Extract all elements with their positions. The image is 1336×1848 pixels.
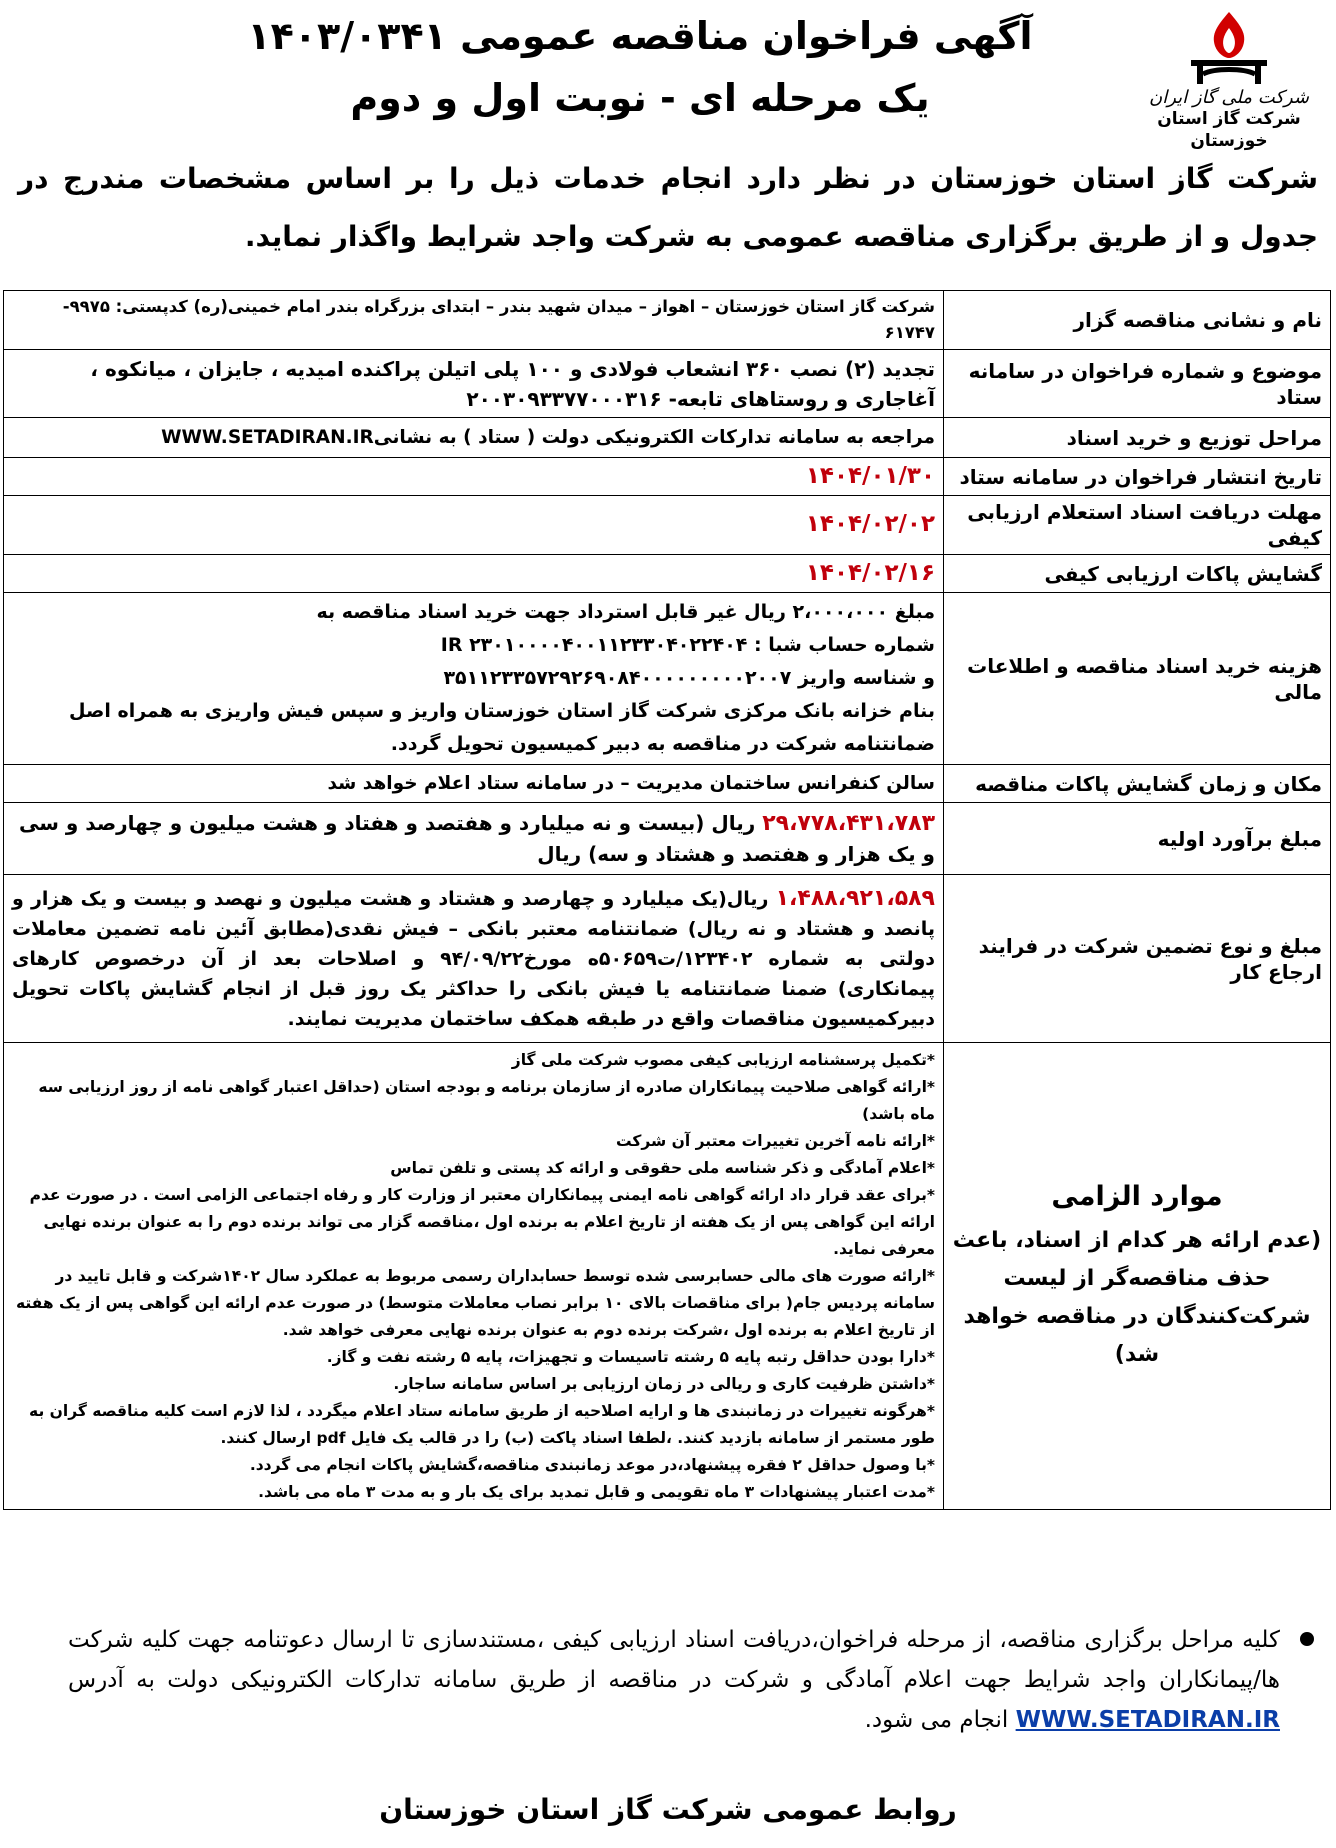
table-row	[4, 418, 1331, 458]
list-item: *برای عقد قرار داد ارائه گواهی نامه ایمنی پیمانکاران معتبر از وزارت کار و رفاه اجتماعی الزامی است . در صورت عدم ارائه این گواهی پس از یک هفته از تاریخ اعلام به برنده اول ،مناقصه گزار می تواند برنده دوم را به عنوان برنده نهایی معرفی نماید.	[29, 1186, 935, 1258]
requirements-label	[944, 1043, 1331, 1510]
table-row	[4, 875, 1331, 1043]
table-row	[4, 496, 1331, 555]
deposit-id-line: و شناسه واریز ۳۵۱۱۲۳۳۵۷۲۹۲۶۹۰۸۴۰۰۰۰۰۰۰۰۰۲۰۰۷	[443, 667, 935, 689]
row-value	[4, 555, 944, 593]
row-label: گشایش پاکات ارزیابی کیفی	[944, 555, 1331, 593]
estimate-amount: ۲۹،۷۷۸،۴۳۱،۷۸۳	[762, 811, 935, 836]
notice-subtitle: یک مرحله ای - نوبت اول و دوم	[350, 76, 930, 120]
row-value: تجدید (۲) نصب ۳۶۰ انشعاب فولادی و ۱۰۰ پلی اتیلن پراکنده امیدیه ، جایزان ، میانکوه ، آغاجاری و روستاهای تابعه- ۲۰۰۳۰۹۳۳۷۷۰۰۰۳۱۶	[4, 350, 944, 418]
company-logo	[1134, 8, 1324, 151]
bullet-text: کلیه مراحل برگزاری مناقصه، از مرحله فراخوان،دریافت اسناد ارزیابی کیفی ،مستندسازی تا ارسال دعوتنامه جهت کلیه شرکت ها/پیمانکاران واجد شرایط جهت اعلام آمادگی و شرکت در مناقصه از طریق سامانه تدارکات الکترونیکی دولت به آدرس	[68, 1627, 1280, 1693]
estimate-words: ریال (بیست و نه میلیارد و هفتصد و هفتاد و هشت میلیون و چهارصد و سی و یک هزار و هفتصد و هشتاد و سه) ریال	[19, 811, 935, 866]
list-item: *تکمیل پرسشنامه ارزیابی کیفی مصوب شرکت ملی گاز	[511, 1051, 935, 1069]
list-item: *مدت اعتبار پیشنهادات ۳ ماه تقویمی و قابل تمدید برای یک بار و به مدت ۳ ماه می باشد.	[258, 1483, 935, 1501]
guarantee-text: ریال(یک میلیارد و چهارصد و هشتاد و هشت میلیون و نهصد و بیست و یک هزار و پانصد و هشتاد و نه ریال) ضمانتنامه معتبر بانکی – فیش نقدی(مطابق آئین نامه تضمین معاملات دولتی به شماره ۱۲۳۴۰۲/ت۵۰۶۵۹ه مورخ۹۴/۰۹/۲۲ و اصلاحات بعد از آن درخصوص کارهای پیمانکاری) ضمنا ضمانتنامه یا فیش بانکی را حداکثر یک روز قبل از انجام گشایش پاکات تحویل دبیرکمیسیون مناقصات واقع در طبقه همکف ساختمان مدیریت نمایند.	[12, 887, 936, 1030]
row-value	[4, 803, 944, 875]
row-label: مکان و زمان گشایش پاکات مناقصه	[944, 765, 1331, 803]
table-row	[4, 291, 1331, 350]
table-row	[4, 458, 1331, 496]
row-label: هزینه خرید اسناد مناقصه و اطلاعات مالی	[944, 593, 1331, 765]
list-item: *با وصول حداقل ۲ فقره پیشنهاد،در موعد زمانبندی مناقصه،گشایش پاکات انجام می گردد.	[249, 1456, 935, 1474]
row-label: مراحل توزیع و خرید اسناد	[944, 418, 1331, 458]
row-label: مبلغ برآورد اولیه	[944, 803, 1331, 875]
row-value: شرکت گاز استان خوزستان – اهواز – میدان شهید بندر – ابتدای بزرگراه بندر امام خمینی(ره) کدپستی: ۹۹۷۵- ۶۱۷۴۷	[4, 291, 944, 350]
treasury-line: بنام خزانه بانک مرکزی شرکت گاز استان خوزستان واریز و سپس فیش واریزی به همراه اصل ضمانتنامه شرکت در مناقصه به دبیر کمیسیون تحویل گردد.	[69, 700, 935, 755]
bottom-bullet-paragraph	[68, 1620, 1280, 1740]
intro-paragraph: شرکت گاز استان خوزستان در نظر دارد انجام خدمات ذیل را بر اساس مشخصات مندرج در جدول و از طریق برگزاری مناقصه عمومی به شرکت واجد شرایط واگذار نماید.	[18, 162, 1318, 253]
list-item: *اعلام آمادگی و ذکر شناسه ملی حقوقی و ارائه کد پستی و تلفن تماس	[390, 1159, 935, 1177]
row-value	[4, 496, 944, 555]
row-value	[4, 875, 944, 1043]
public-relations-signature: روابط عمومی شرکت گاز استان خوزستان	[379, 1793, 957, 1826]
gas-flame-logo-icon	[1181, 8, 1277, 86]
table-row	[4, 803, 1331, 875]
publish-date: ۱۴۰۴/۰۱/۳۰	[805, 462, 935, 489]
setadiran-link[interactable]: WWW.SETADIRAN.IR	[1015, 1707, 1280, 1733]
list-item: *ارائه نامه آخرین تغییرات معتبر آن شرکت	[615, 1132, 935, 1150]
opening-date: ۱۴۰۴/۰۲/۱۶	[805, 559, 935, 586]
bullet-icon	[1300, 1632, 1314, 1646]
requirements-list	[4, 1043, 944, 1510]
requirements-note: (عدم ارائه هر کدام از اسناد، باعث حذف مناقصه‌گر از لیست شرکت‌کنندگان در مناقصه خواهد شد)	[952, 1228, 1322, 1367]
list-item: *ارائه گواهی صلاحیت پیمانکاران صادره از سازمان برنامه و بودجه استان (حداقل اعتبار گواهی نامه از روز ارزیابی سه ماه باشد)	[38, 1078, 935, 1123]
row-value: مراجعه به سامانه تدارکات الکترونیکی دولت ( ستاد ) به نشانیWWW.SETADIRAN.IR	[4, 418, 944, 458]
table-row	[4, 350, 1331, 418]
sheba-line: شماره حساب شبا : IR ۲۳۰۱۰۰۰۰۴۰۰۱۱۲۳۳۰۴۰۲۲۴۰۴	[440, 634, 935, 656]
row-value: سالن کنفرانس ساختمان مدیریت – در سامانه ستاد اعلام خواهد شد	[4, 765, 944, 803]
list-item: *دارا بودن حداقل رتبه پایه ۵ رشته تاسیسات و تجهیزات، پایه ۵ رشته نفت و گاز.	[326, 1348, 935, 1366]
notice-title: آگهی فراخوان مناقصه عمومی ۱۴۰۳/۰۳۴۱	[247, 14, 1033, 58]
bullet-tail: انجام می شود.	[864, 1707, 1009, 1733]
table-row	[4, 555, 1331, 593]
tender-details-table	[3, 290, 1331, 1510]
row-label: نام و نشانی مناقصه گزار	[944, 291, 1331, 350]
row-label: مهلت دریافت اسناد استعلام ارزیابی کیفی	[944, 496, 1331, 555]
table-row	[4, 1043, 1331, 1510]
row-label: موضوع و شماره فراخوان در سامانه ستاد	[944, 350, 1331, 418]
list-item: *ارائه صورت های مالی حسابرسی شده توسط حسابداران رسمی مربوط به عملکرد سال ۱۴۰۲شرکت و قابل تایید در سامانه پردیس جام( برای مناقصات بالای ۱۰ برابر نصاب معاملات متوسط) در صورت عدم ارائه این گواهی پس از یک هفته از تاریخ اعلام به برنده اول ،شرکت برنده دوم به عنوان برنده نهایی معرفی خواهد شد.	[15, 1267, 935, 1339]
list-item: *داشتن ظرفیت کاری و ریالی در زمان ارزیابی بر اساس سامانه ساجار.	[393, 1375, 935, 1393]
table-row	[4, 593, 1331, 765]
requirements-title: موارد الزامی	[1051, 1181, 1223, 1212]
table-row	[4, 765, 1331, 803]
guarantee-amount: ۱،۴۸۸،۹۲۱،۵۸۹	[775, 885, 935, 911]
row-value	[4, 593, 944, 765]
row-label: تاریخ انتشار فراخوان در سامانه ستاد	[944, 458, 1331, 496]
logo-script-text: شرکت ملی گاز ایران	[1149, 87, 1309, 108]
list-item: *هرگونه تغییرات در زمانبندی ها و ارایه اصلاحیه از طریق سامانه ستاد اعلام میگردد ، لذا لازم است کلیه مناقصه گران به طور مستمر از سامانه بازدید کنند. ،لطفا اسناد پاکت (ب) را در قالب یک فایل pdf ارسال کنند.	[29, 1402, 935, 1447]
logo-company-name: شرکت گاز استان خوزستان	[1157, 109, 1301, 151]
row-label: مبلغ و نوع تضمین شرکت در فرایند ارجاع کار	[944, 875, 1331, 1043]
row-value	[4, 458, 944, 496]
fee-line: مبلغ ۲،۰۰۰،۰۰۰ ریال غیر قابل استرداد جهت خرید اسناد مناقصه به	[316, 601, 935, 623]
deadline-date: ۱۴۰۴/۰۲/۰۲	[805, 511, 935, 537]
